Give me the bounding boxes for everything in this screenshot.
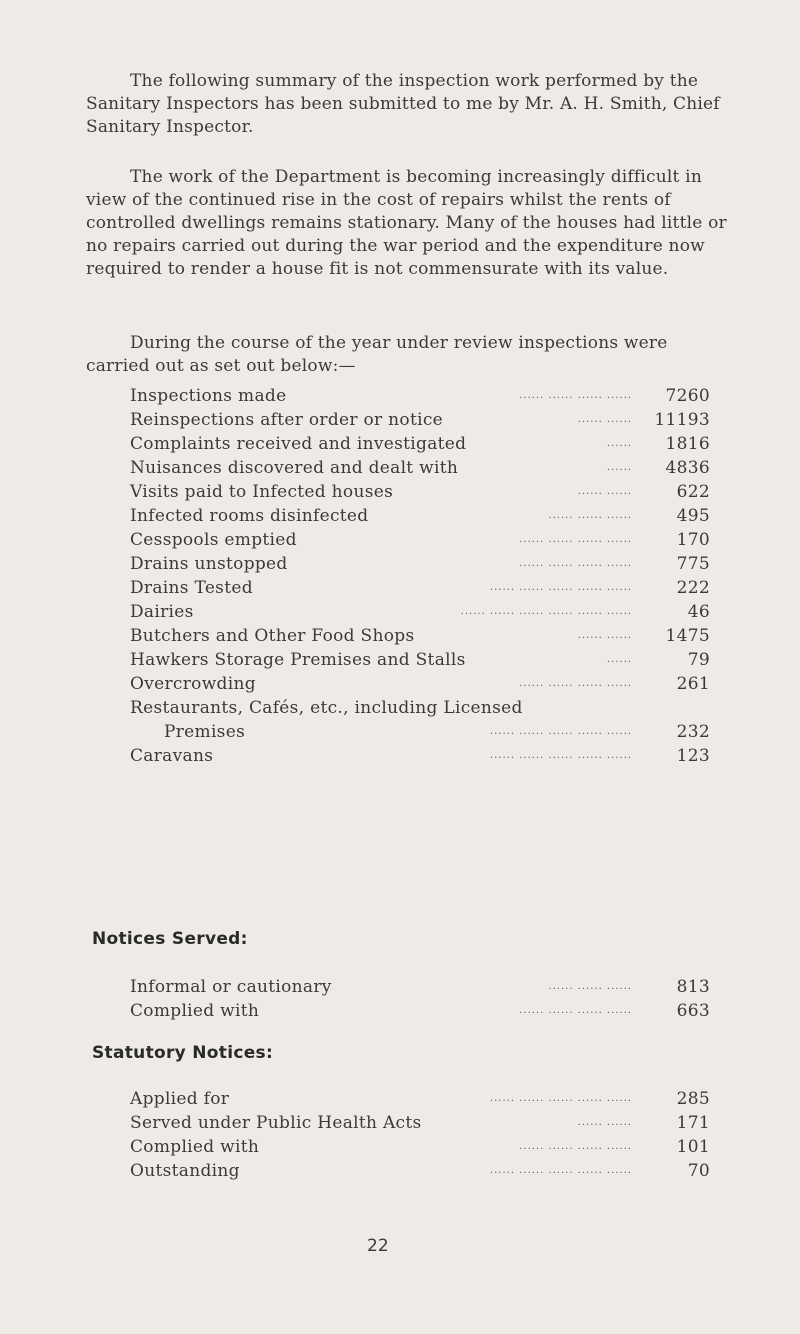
list-item-caravans <box>130 744 710 768</box>
leader-dots: ...... ...... ...... ...... ...... ...... <box>460 606 632 617</box>
item-value: 1475 <box>665 626 710 646</box>
leader-dots: ...... <box>606 438 632 449</box>
item-value: 813 <box>676 977 710 997</box>
item-label: Informal or cautionary <box>130 977 332 997</box>
leader-dots: ...... ...... ...... ...... <box>519 678 632 689</box>
item-value: 1816 <box>665 434 710 454</box>
list-item <box>130 576 710 600</box>
item-value: 123 <box>676 746 710 766</box>
list-item <box>130 600 710 624</box>
item-label: Nuisances discovered and dealt with <box>130 458 459 478</box>
item-value: 232 <box>676 722 710 742</box>
item-value: 222 <box>676 578 710 598</box>
page-number: 22 <box>367 1236 389 1256</box>
list-item <box>130 1111 710 1135</box>
list-item <box>130 552 710 576</box>
item-label: Complied with <box>130 1001 260 1021</box>
leader-dots: ...... ...... ...... <box>548 510 632 521</box>
item-label: Caravans <box>130 746 214 766</box>
leader-dots: ...... ...... ...... ...... <box>519 1005 632 1016</box>
item-value: 11193 <box>654 410 710 430</box>
item-label: Dairies <box>130 602 194 622</box>
item-value: 663 <box>676 1001 710 1021</box>
inspections-list <box>130 384 710 768</box>
item-value: 775 <box>676 554 710 574</box>
item-value: 622 <box>676 482 710 502</box>
item-value: 285 <box>676 1089 710 1109</box>
list-item <box>130 480 710 504</box>
item-label: Inspections made <box>130 386 287 406</box>
intro-paragraph-3: During the course of the year under review inspections were carried out as set out below:— <box>86 333 668 376</box>
statutory-notices-heading: Statutory Notices: <box>92 1043 274 1063</box>
leader-dots: ...... ...... <box>577 1117 632 1128</box>
list-item <box>130 504 710 528</box>
item-label: Complaints received and investigated <box>130 434 467 454</box>
list-item <box>130 384 710 408</box>
leader-dots: ...... ...... ...... ...... <box>519 1141 632 1152</box>
list-item <box>130 999 710 1023</box>
item-label: Infected rooms disinfected <box>130 506 369 526</box>
list-item <box>130 432 710 456</box>
list-item <box>130 648 710 672</box>
item-label: Reinspections after order or notice <box>130 410 443 430</box>
leader-dots: ...... ...... ...... ...... ...... <box>489 582 632 593</box>
leader-dots: ...... ...... ...... ...... ...... <box>489 1165 632 1176</box>
leader-dots: ...... ...... ...... ...... ...... <box>489 726 632 737</box>
item-value: 101 <box>676 1137 710 1157</box>
item-label: Complied with <box>130 1137 260 1157</box>
list-item <box>130 408 710 432</box>
item-label: Overcrowding <box>130 674 256 694</box>
item-label: Butchers and Other Food Shops <box>130 626 415 646</box>
list-item-restaurants <box>130 696 710 744</box>
item-value: 170 <box>676 530 710 550</box>
item-label: Visits paid to Infected houses <box>130 482 394 502</box>
item-label: Outstanding <box>130 1161 240 1181</box>
item-value: 79 <box>687 650 710 670</box>
list-item <box>130 528 710 552</box>
leader-dots: ...... ...... <box>577 414 632 425</box>
leader-dots: ...... ...... ...... ...... <box>519 534 632 545</box>
list-item <box>130 624 710 648</box>
item-label-continuation: Premises <box>164 722 246 742</box>
item-value: 261 <box>676 674 710 694</box>
item-label: Served under Public Health Acts <box>130 1113 422 1133</box>
list-item <box>130 1159 710 1183</box>
list-item <box>130 1087 710 1111</box>
item-label: Hawkers Storage Premises and Stalls <box>130 650 466 670</box>
leader-dots: ...... ...... ...... ...... ...... <box>489 1093 632 1104</box>
item-value: 70 <box>687 1161 710 1181</box>
notices-served-heading: Notices Served: <box>92 929 248 949</box>
item-value: 4836 <box>665 458 710 478</box>
statutory-notices-list <box>130 1087 710 1183</box>
intro-paragraph-1: The following summary of the inspection work performed by the Sanitary Inspectors has been submitted to me by Mr. A. H. Smith, Chief Sanitary Inspector. <box>86 71 720 137</box>
item-label: Applied for <box>130 1089 230 1109</box>
list-item <box>130 975 710 999</box>
leader-dots: ...... ...... ...... <box>548 981 632 992</box>
leader-dots: ...... <box>606 654 632 665</box>
item-label: Drains unstopped <box>130 554 288 574</box>
item-label: Drains Tested <box>130 578 253 598</box>
leader-dots: ...... ...... ...... ...... ...... <box>489 750 632 761</box>
leader-dots: ...... ...... ...... ...... <box>519 558 632 569</box>
item-label: Restaurants, Cafés, etc., including Licensed <box>130 698 523 718</box>
intro-paragraph-2: The work of the Department is becoming increasingly difficult in view of the continued rise in the cost of repairs whilst the rents of controlled dwellings remains stationary. Many of the houses had little or no repairs carried out during the war period and the expenditure now required to render a house fit is not commensurate with its value. <box>86 167 727 279</box>
notices-served-list <box>130 975 710 1023</box>
leader-dots: ...... ...... <box>577 630 632 641</box>
item-label: Cesspools emptied <box>130 530 297 550</box>
item-value: 7260 <box>665 386 710 406</box>
item-value: 46 <box>687 602 710 622</box>
leader-dots: ...... ...... <box>577 486 632 497</box>
item-value: 171 <box>676 1113 710 1133</box>
item-value: 495 <box>676 506 710 526</box>
leader-dots: ...... ...... ...... ...... <box>519 390 632 401</box>
list-item <box>130 672 710 696</box>
list-item <box>130 456 710 480</box>
list-item <box>130 1135 710 1159</box>
leader-dots: ...... <box>606 462 632 473</box>
